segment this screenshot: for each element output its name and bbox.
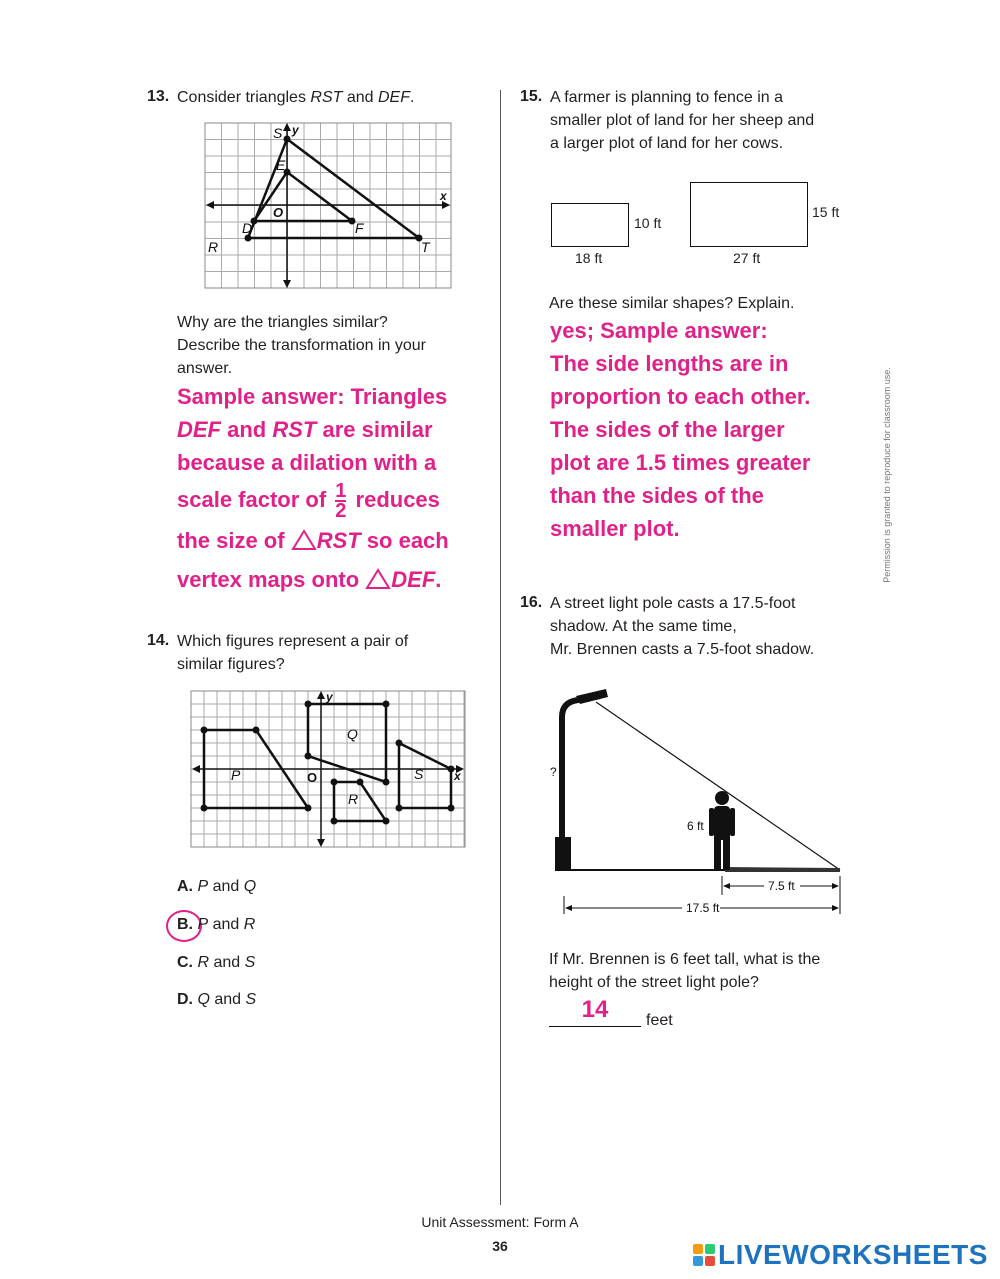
choice-c[interactable]: C. R and S [177,954,256,971]
label-f: F [355,220,364,236]
q14-number: 14. [147,632,170,649]
label-r: R [208,239,219,255]
q15-prompt: A farmer is planning to fence in a smaller plot of land for her sheep and a larger plot of land for her cows. [550,89,815,152]
page-number: 36 [492,1238,508,1254]
pole-height-label: ? [550,765,557,779]
person-silhouette [709,791,735,870]
q16-number: 16. [520,594,543,611]
shadow [725,867,840,872]
large-plot-height: 15 ft [812,204,840,220]
label-p: P [231,767,241,783]
label-o: O [307,770,318,785]
label-y: y [326,690,333,704]
q13-question: Why are the triangles similar? Describe the transformation in your answer. [177,314,426,377]
large-plot-width: 27 ft [733,250,761,266]
choice-b[interactable]: B. P and R [177,916,256,933]
q13-triangle-graph [204,122,452,289]
column-divider [500,90,501,1205]
label-o: O [273,205,284,220]
q16-answer: 14 [581,996,609,1023]
choice-a[interactable]: A. P and Q [177,878,257,895]
label-d: D [242,220,253,236]
large-plot-rect [690,182,808,247]
logo-grid-icon [693,1244,715,1266]
q14-prompt: Which figures represent a pair of similar figures? [177,633,409,673]
street-light-diagram [540,682,850,918]
small-plot-height: 10 ft [634,215,662,231]
small-plot-rect [551,203,629,247]
pole-base [555,837,571,869]
label-y: y [292,123,299,137]
q16-question: If Mr. Brennen is 6 feet tall, what is the height of the street light pole? [549,951,821,991]
long-shadow-label: 17.5 ft [686,901,720,915]
lamp-head [576,689,608,704]
label-e: E [276,157,286,173]
q15-answer: yes; Sample answer: The side lengths are in proportion to each other. The sides of the larger plot are 1.5 times greater than the sides of the smaller plot. [550,318,811,541]
permission-note: Permission is granted to reproduce for classroom use. [882,367,892,583]
fraction-one-half: $\frac{1}{2}$ [335,480,347,523]
q13-prompt: Consider triangles RST and DEF. [177,89,415,106]
label-s: S [414,766,424,782]
footer-form: Unit Assessment: Form A [421,1214,579,1230]
label-r: R [348,791,359,807]
q13-number: 13. [147,88,170,105]
q16-unit: feet [646,1012,673,1029]
person-height-label: 6 ft [687,819,704,833]
q15-question: Are these similar shapes? Explain. [549,295,795,312]
logo-text: LIVEWORKSHEETS [718,1239,988,1270]
triangle-icon [365,568,391,590]
label-x: x [440,189,447,203]
label-t: T [421,239,430,255]
answer-blank[interactable] [549,1026,641,1027]
short-shadow-label: 7.5 ft [768,879,795,893]
label-q: Q [347,726,358,742]
label-x: x [454,769,461,783]
choice-d[interactable]: D. Q and S [177,991,257,1008]
q14-figures-graph [190,690,466,848]
q15-number: 15. [520,88,543,105]
triangle-icon [291,529,317,551]
q13-answer: Sample answer: Triangles DEF and RST are similar because a dilation with a scale factor of $\frac{1}{2}$ reduces the size of RST so each vertex maps onto DEF. [177,384,449,592]
label-s: S [273,125,283,141]
small-plot-width: 18 ft [575,250,603,266]
liveworksheets-logo[interactable] [693,1238,988,1272]
q16-prompt: A street light pole casts a 17.5-foot shadow. At the same time, Mr. Brennen casts a 7.5-foot shadow. [550,595,815,658]
